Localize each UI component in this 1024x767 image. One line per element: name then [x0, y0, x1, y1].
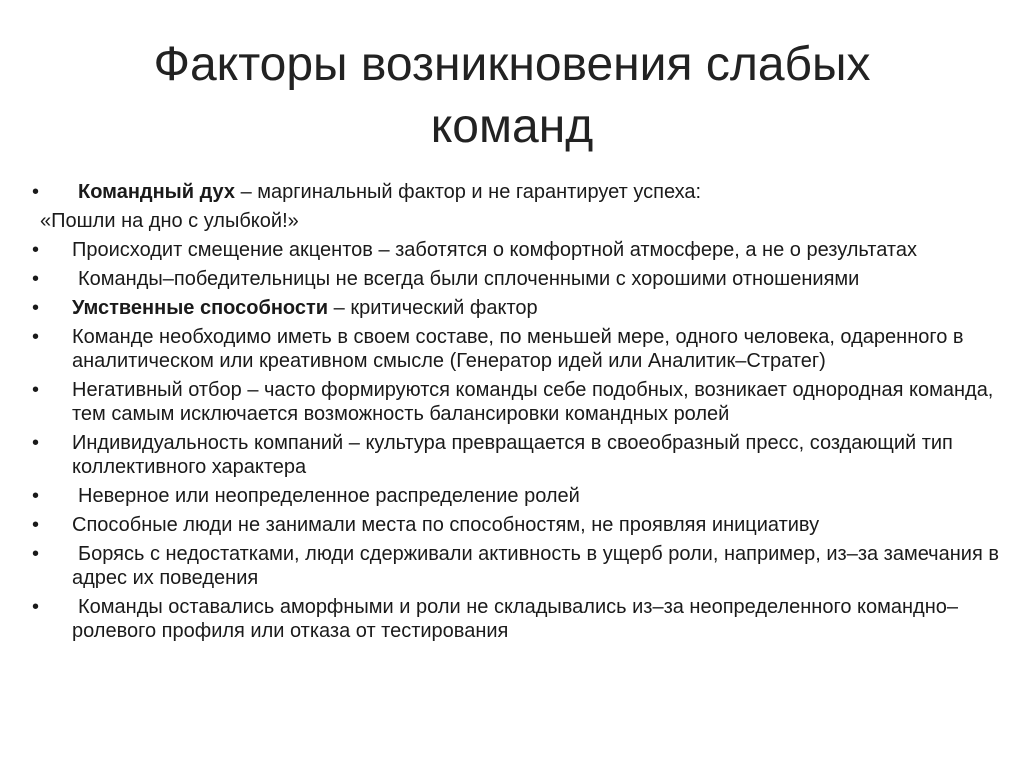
- list-item: [30, 595, 1015, 643]
- list-item-text: Борясь с недостатками, люди сдерживали активность в ущерб роли, например, из–за замечания в адрес их поведения: [72, 543, 999, 589]
- slide-title: [40, 34, 984, 158]
- bullet-marker: •: [32, 432, 40, 454]
- title-line-1: Факторы возникновения слабых: [153, 38, 871, 91]
- list-item: [30, 296, 1015, 320]
- list-item: [30, 513, 1015, 537]
- bullet-marker: •: [32, 326, 40, 348]
- list-item-text: «Пошли на дно с улыбкой!»: [40, 210, 299, 232]
- list-item: [30, 267, 1015, 291]
- list-item-bold: Умственные способности: [72, 297, 329, 319]
- list-item: [30, 238, 1015, 262]
- bullet-marker: •: [32, 485, 40, 507]
- bullet-marker: •: [32, 514, 40, 536]
- list-item-text: – маргинальный фактор и не гарантирует успеха:: [235, 181, 702, 203]
- list-item: [30, 542, 1015, 590]
- bullet-marker: •: [32, 543, 40, 565]
- list-item-text: Команды–победительницы не всегда были сплоченными с хорошими отношениями: [78, 268, 860, 290]
- title-line-2: команд: [430, 100, 594, 153]
- list-item-text: Команды оставались аморфными и роли не складывались из–за неопределенного командно– ролевого профиля или отказа от тестирования: [72, 596, 958, 642]
- list-item: [30, 431, 1015, 479]
- bullet-marker: •: [32, 181, 40, 203]
- list-item: [30, 209, 1015, 233]
- bullet-marker: •: [32, 596, 40, 618]
- list-item: [30, 325, 1015, 373]
- list-item-bold: Командный дух: [78, 181, 236, 203]
- list-item-text: Команде необходимо иметь в своем составе, по меньшей мере, одного человека, одаренного в аналитическом или креативном смысле (Генератор идей или Аналитик–Стратег): [72, 326, 964, 372]
- list-item-text: Неверное или неопределенное распределение ролей: [78, 485, 580, 507]
- list-item: [30, 484, 1015, 508]
- list-item: [30, 378, 1015, 426]
- list-item-text: Негативный отбор – часто формируются команды себе подобных, возникает однородная команда, тем самым исключается возможность балансировки командных ролей: [72, 379, 994, 425]
- list-item: [30, 180, 1015, 204]
- list-item-text: Индивидуальность компаний – культура превращается в своеобразный пресс, создающий тип коллективного характера: [72, 432, 953, 478]
- bullet-marker: •: [32, 297, 40, 319]
- list-item-text: Способные люди не занимали места по способностям, не проявляя инициативу: [72, 514, 820, 536]
- bullet-marker: •: [32, 239, 40, 261]
- bullet-list: [30, 180, 1015, 648]
- bullet-marker: •: [32, 268, 40, 290]
- bullet-marker: •: [32, 379, 40, 401]
- list-item-text: Происходит смещение акцентов – заботятся о комфортной атмосфере, а не о результатах: [72, 239, 917, 261]
- list-item-text: – критический фактор: [328, 297, 538, 319]
